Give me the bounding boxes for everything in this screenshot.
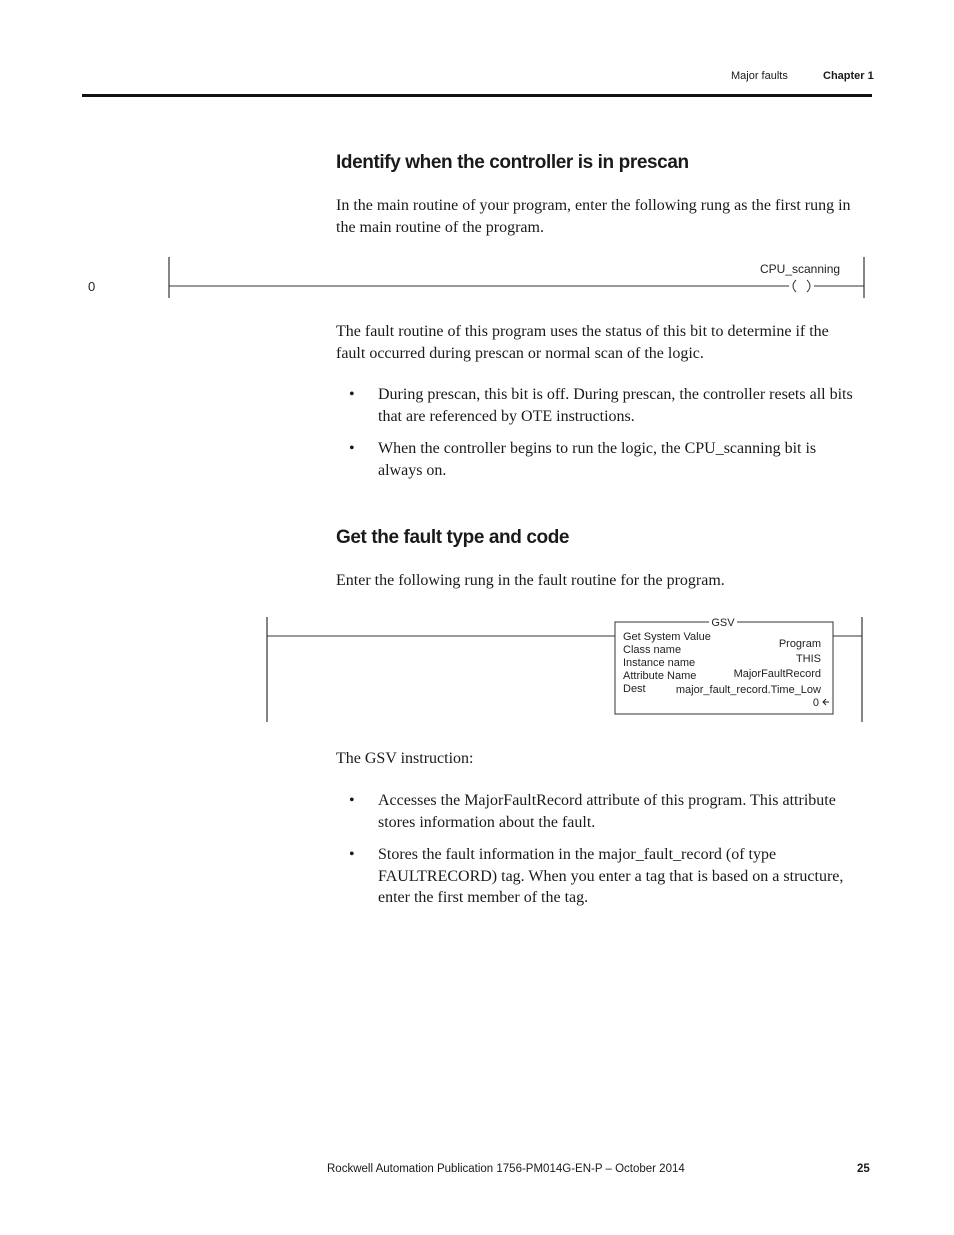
list-item-text: Accesses the MajorFaultRecord attribute of this program. This attribute stores information about the fault. — [378, 792, 836, 831]
prescan-rung-diagram — [80, 252, 880, 304]
gsv-row-label: Get System Value — [623, 631, 711, 643]
header-chapter-label: Chapter 1 — [823, 70, 874, 82]
section-heading-fault-type: Get the fault type and code — [336, 527, 570, 548]
list-item — [336, 384, 861, 427]
bullet-icon: • — [349, 792, 355, 809]
gsv-rung-diagram — [260, 612, 870, 728]
gsv-row-value: THIS — [795, 653, 821, 665]
gsv-row-value: Program — [778, 638, 821, 650]
coil-left-arc — [793, 280, 796, 292]
page-number: 25 — [857, 1163, 870, 1175]
bullet-icon: • — [349, 846, 355, 863]
gsv-row-value: major_fault_record.Time_Low — [675, 684, 821, 696]
gsv-row-label: Class name — [623, 644, 682, 656]
gsv-row-value: MajorFaultRecord — [733, 668, 821, 680]
coil-tag-label: CPU_scanning — [760, 262, 841, 276]
rung-number: 0 — [88, 279, 96, 294]
header-section-label: Major faults — [731, 70, 788, 82]
list-item — [336, 438, 861, 481]
bullet-icon: • — [349, 440, 355, 457]
fault-routine-intro-paragraph: Enter the following rung in the fault routine for the program. — [336, 572, 725, 589]
gsv-row-label: Instance name — [623, 657, 696, 669]
list-item-text: When the controller begins to run the logic, the CPU_scanning bit is always on. — [378, 440, 817, 479]
coil-right-arc — [807, 280, 810, 292]
gsv-intro-paragraph: The GSV instruction: — [336, 750, 474, 767]
section-heading-prescan: Identify when the controller is in prescan — [336, 152, 689, 173]
gsv-dest-value: 0 — [812, 697, 819, 709]
bullet-icon: • — [349, 386, 355, 403]
footer-publication: Rockwell Automation Publication 1756-PM014G-EN-P – October 2014 — [327, 1163, 685, 1175]
header-rule — [82, 94, 872, 97]
prescan-bullet-list — [336, 384, 861, 492]
list-item-text: Stores the fault information in the major_fault_record (of type FAULTRECORD) tag. When you enter a tag that is based on a structure, enter the first member of the tag. — [378, 846, 844, 906]
prescan-intro-paragraph: In the main routine of your program, enter the following rung as the first rung in the main routine of the program. — [336, 197, 851, 236]
gsv-row-label: Dest — [623, 683, 646, 695]
list-item-text: During prescan, this bit is off. During prescan, the controller resets all bits that are referenced by OTE instructions. — [378, 386, 853, 425]
list-item — [336, 790, 861, 833]
gsv-bullet-list — [336, 790, 861, 920]
list-item — [336, 844, 861, 909]
prescan-explanation-paragraph: The fault routine of this program uses the status of this bit to determine if the fault occurred during prescan or normal scan of the logic. — [336, 323, 829, 362]
gsv-title: GSV — [711, 617, 735, 629]
gsv-row-label: Attribute Name — [623, 670, 697, 682]
